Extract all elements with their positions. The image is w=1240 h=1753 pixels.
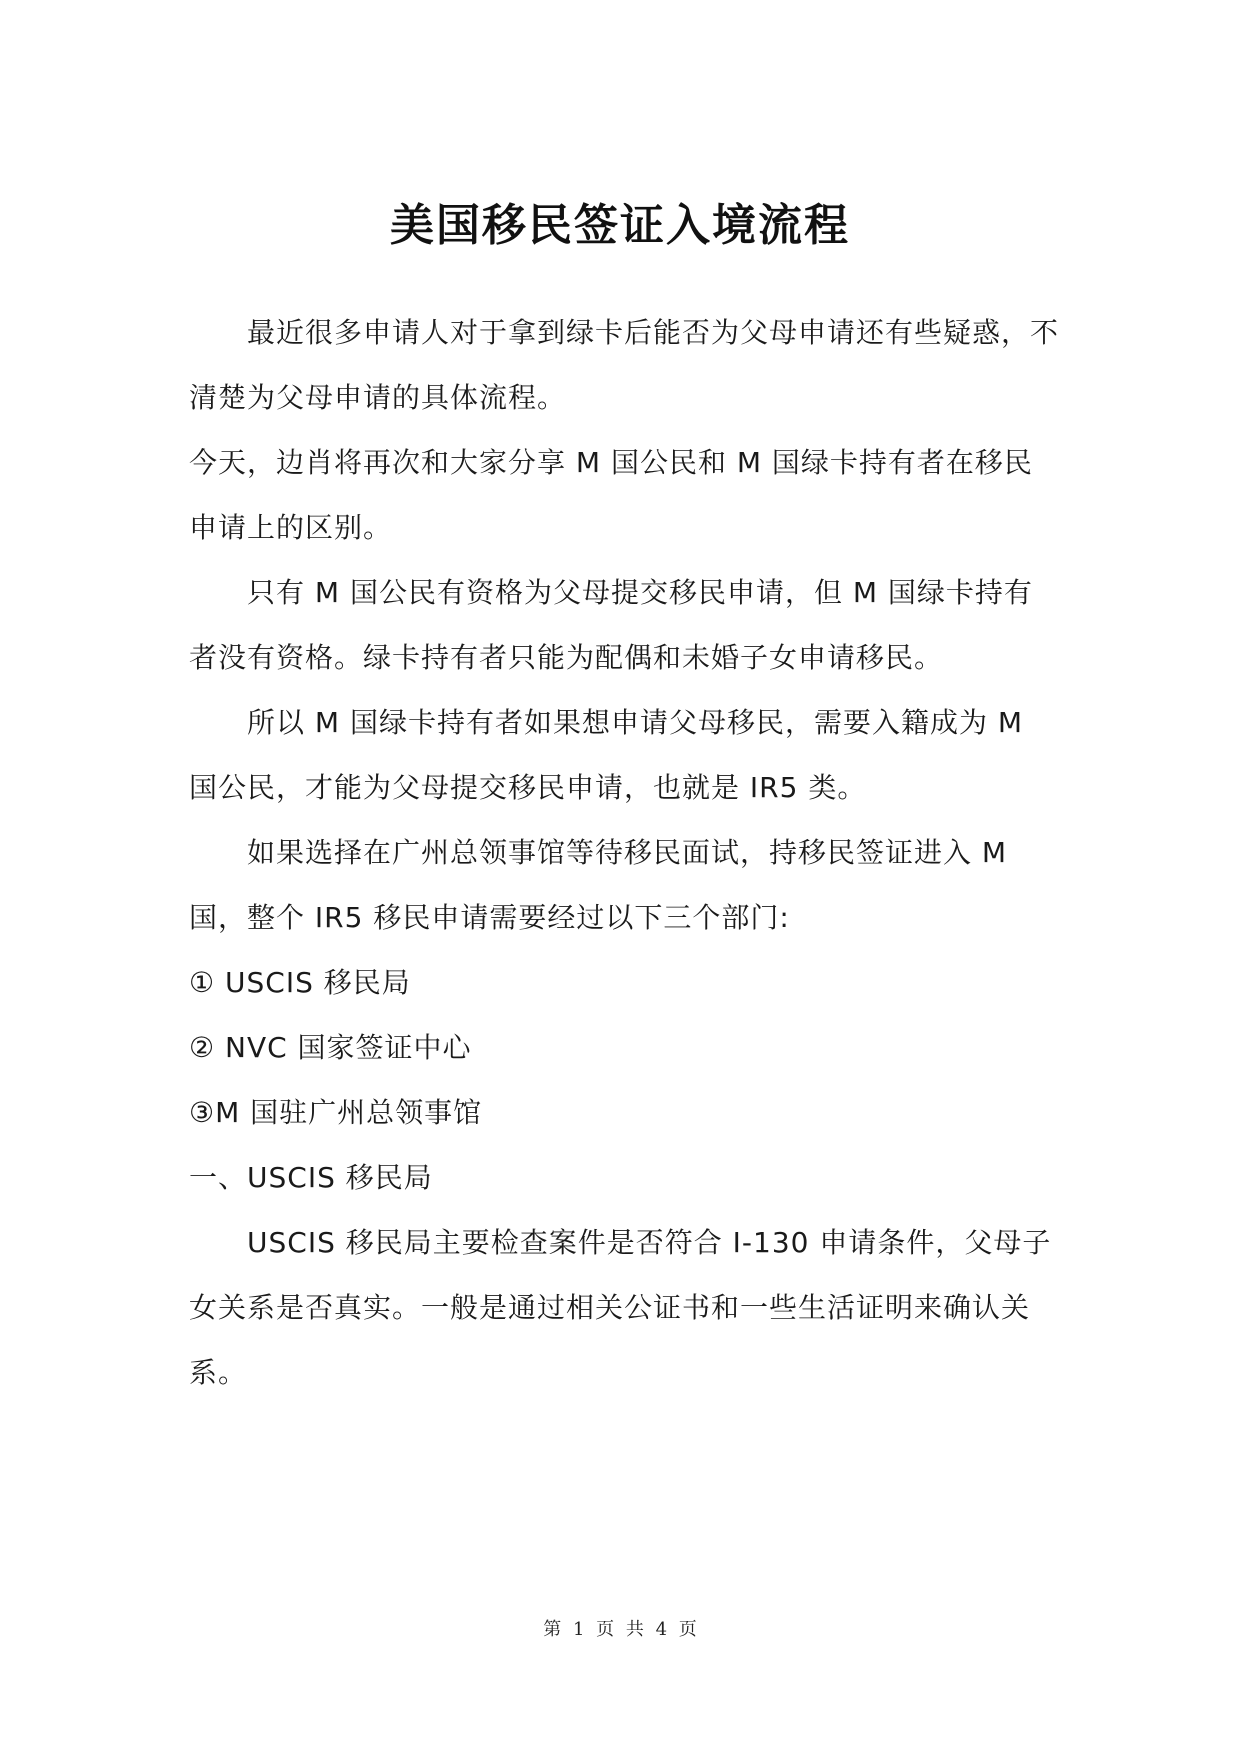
document-body (189, 300, 1059, 1405)
page-title: 美国移民签证入境流程 (390, 200, 850, 251)
list-item-nvc: ② NVC 国家签证中心 (189, 1031, 472, 1064)
list-item-uscis: ① USCIS 移民局 (189, 966, 411, 999)
paragraph-intro: 最近很多申请人对于拿到绿卡后能否为父母申请还有些疑惑，不清楚为父母申请的具体流程。 (189, 316, 1060, 414)
page-footer: 第 1 页 共 4 页 (543, 1619, 697, 1640)
section-heading-uscis: 一、USCIS 移民局 (189, 1161, 433, 1194)
paragraph-naturalization: 所以 M 国绿卡持有者如果想申请父母移民，需要入籍成为 M 国公民，才能为父母提交移民申请，也就是 IR5 类。 (189, 706, 1024, 804)
paragraph-eligibility: 只有 M 国公民有资格为父母提交移民申请，但 M 国绿卡持有者没有资格。绿卡持有者只能为配偶和未婚子女申请移民。 (189, 576, 1033, 674)
paragraph-uscis-check: USCIS 移民局主要检查案件是否符合 I-130 申请条件，父母子女关系是否真实。一般是通过相关公证书和一些生活证明来确认关系。 (189, 1226, 1052, 1389)
paragraph-departments-intro: 如果选择在广州总领事馆等待移民面试，持移民签证进入 M 国，整个 IR5 移民申请需要经过以下三个部门: (189, 836, 1008, 934)
list-item-consulate: ③M 国驻广州总领事馆 (189, 1096, 483, 1129)
paragraph-today: 今天，边肖将再次和大家分享 M 国公民和 M 国绿卡持有者在移民申请上的区别。 (189, 446, 1033, 544)
